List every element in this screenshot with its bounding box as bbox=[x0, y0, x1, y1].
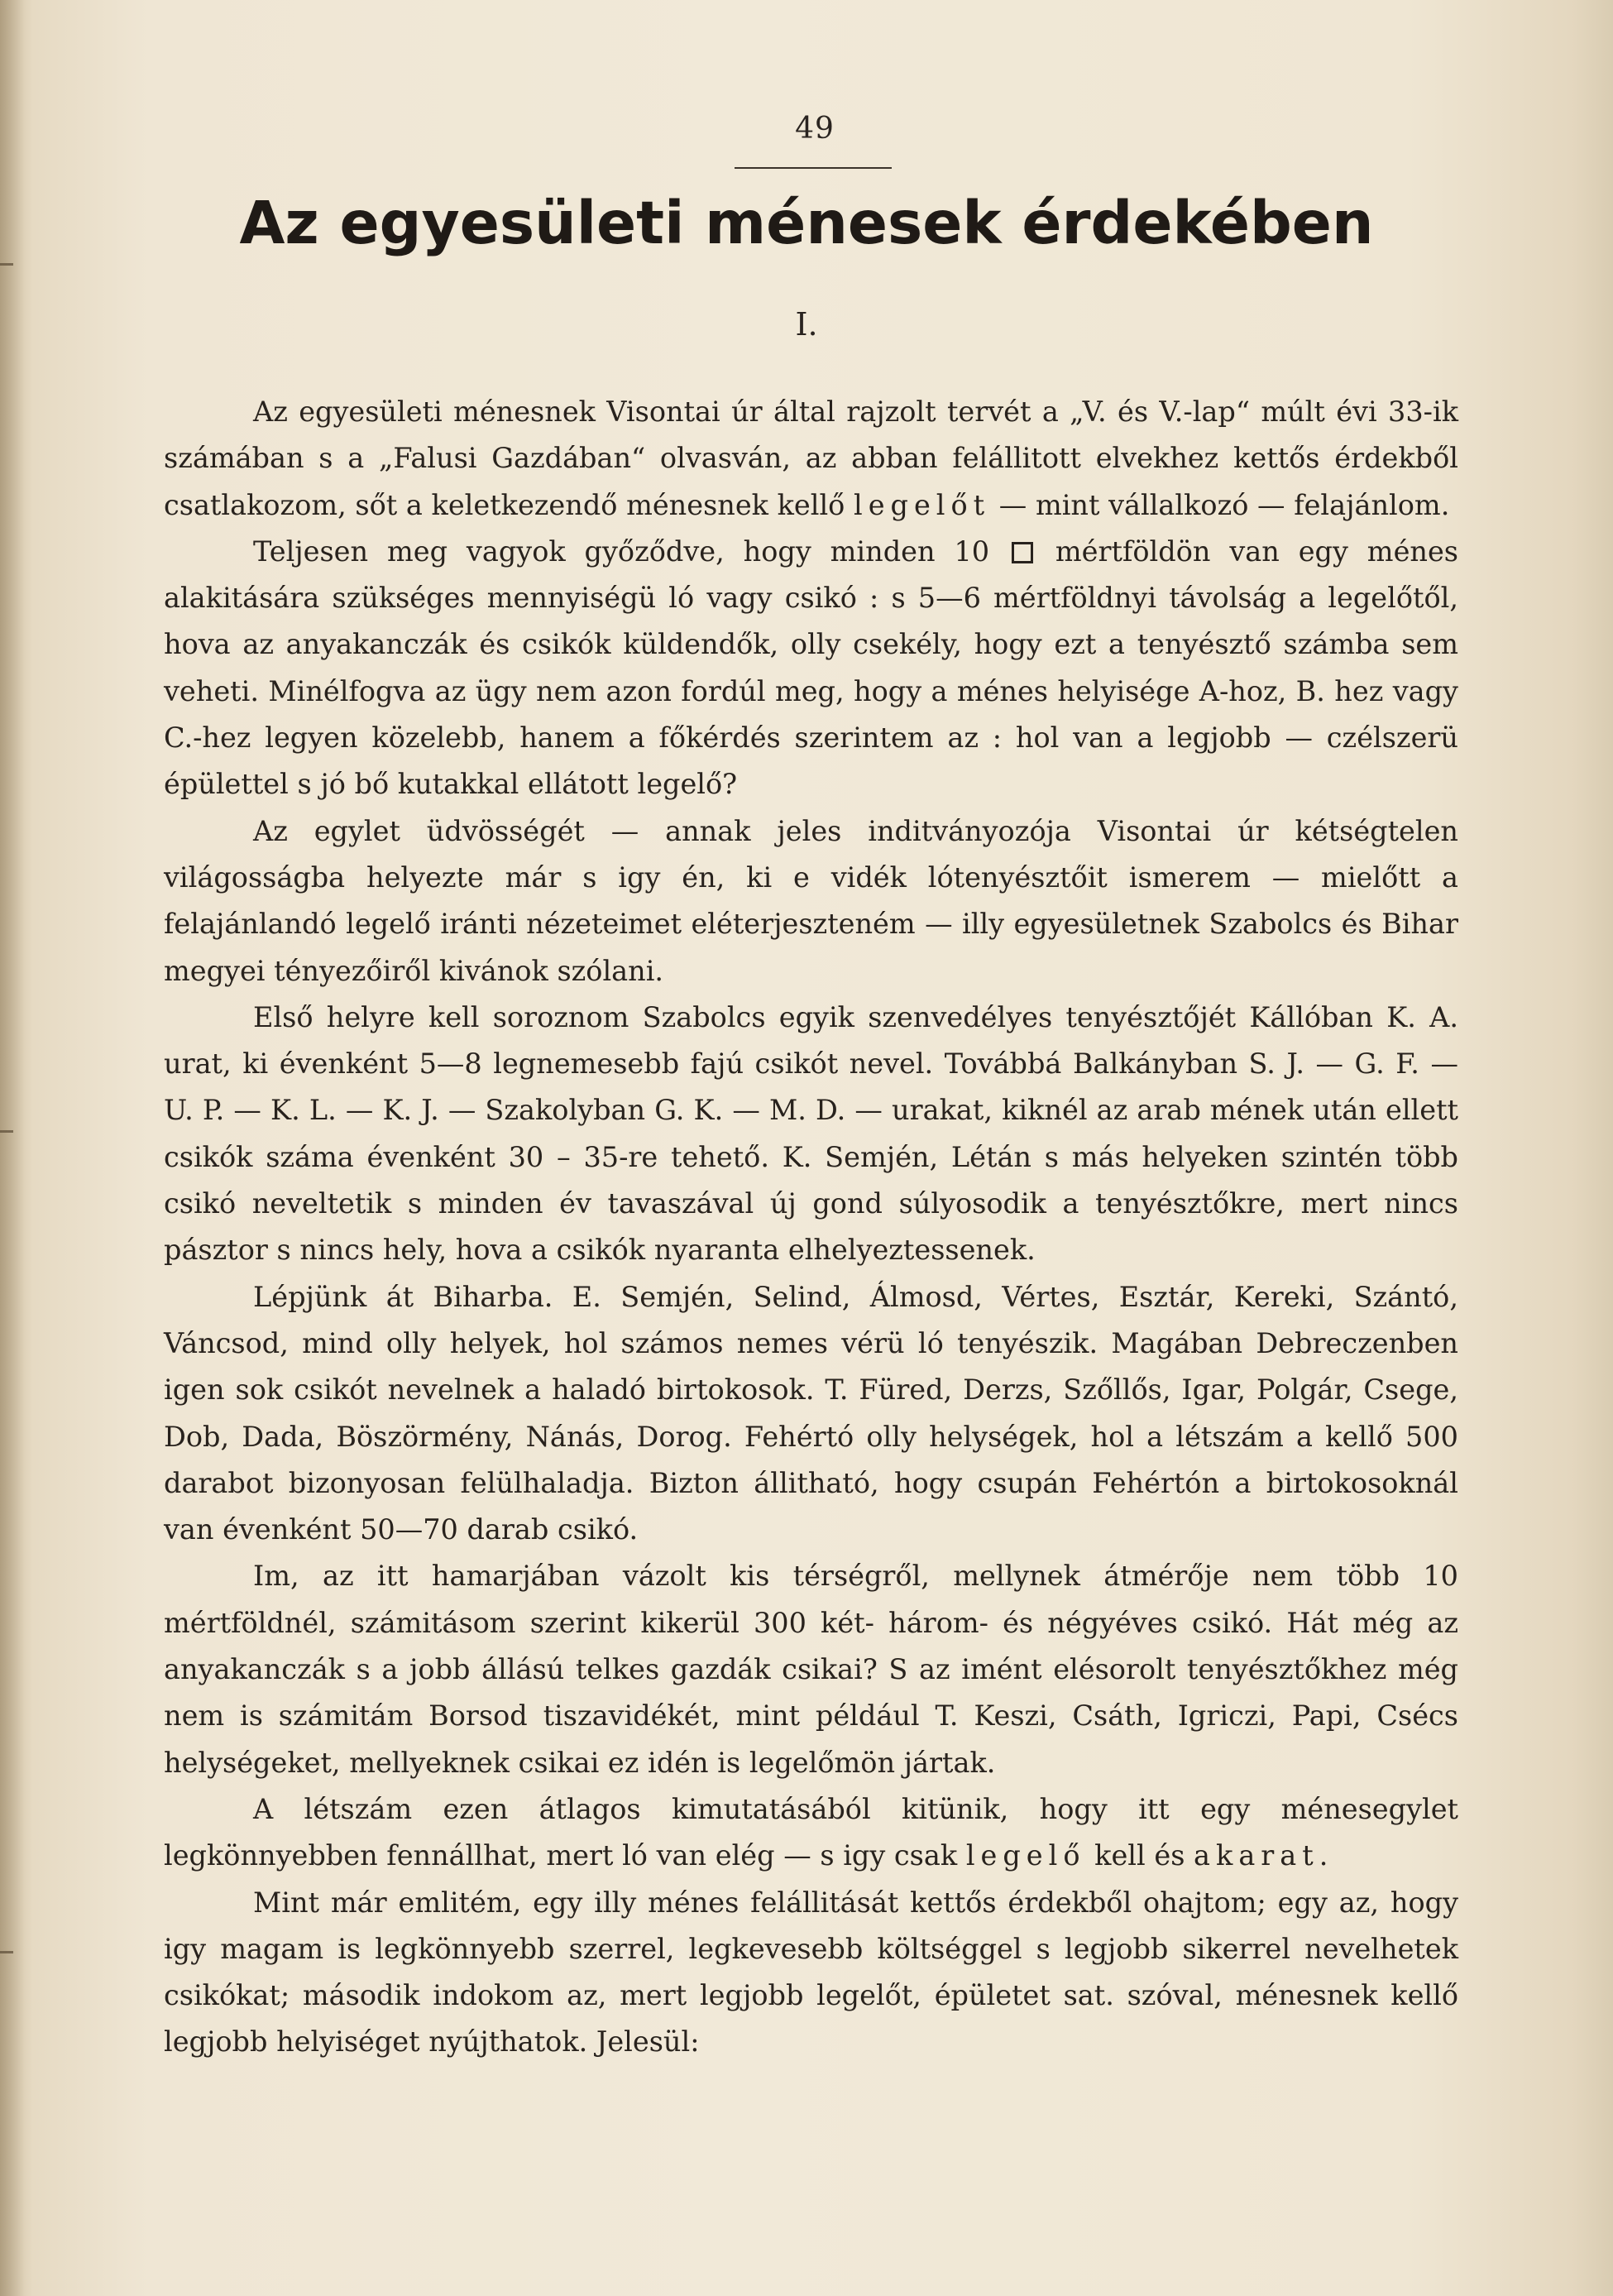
article-title: Az egyesületi ménesek érdekében bbox=[239, 189, 1374, 257]
article-body bbox=[164, 389, 1458, 2066]
paragraph-text: — mint vállalkozó — felajánlom. bbox=[990, 488, 1450, 521]
spaced-emphasis-text: legelőt bbox=[853, 488, 991, 521]
paragraph-text: Im, az itt hamarjában vázolt kis térségről, mellynek átmérője nem több 10 mértföldnél, számitásom szerint kikerül 300 két- három- és négyéves csikó. Hát még az anyakanczák s a jobb állású telkes gazdák csikai? S az imént elésorolt tenyésztőkhez még nem is számitám Borsod tiszavidékét, mint például T. Keszi, Csáth, Igriczi, Papi, Csécs helységeket, mellyeknek csikai ez idén is legelőmön jártak. bbox=[164, 1560, 1458, 1779]
paragraph bbox=[164, 808, 1458, 995]
paragraph bbox=[164, 1786, 1458, 1880]
margin-mark bbox=[0, 1951, 13, 1953]
header-rule bbox=[735, 167, 892, 169]
margin-mark bbox=[0, 1130, 13, 1133]
paragraph bbox=[164, 1880, 1458, 2066]
paragraph-text: . bbox=[1319, 1839, 1328, 1872]
square-mile-symbol-icon bbox=[1012, 542, 1033, 563]
paragraph-text: Mint már emlitém, egy illy ménes felállitását kettős érdekből ohajtom; egy az, hogy igy magam is legkönnyebb szerrel, legkevesebb költséggel s legjobb sikerrel nevelhetek csikókat; második indokom az, mert legjobb legelőt, épületet sat. szóval, ménesnek kellő legjobb helyiséget nyújthatok. Jelesül: bbox=[164, 1886, 1458, 2059]
paragraph bbox=[164, 1553, 1458, 1786]
paragraph bbox=[164, 1274, 1458, 1554]
paragraph bbox=[164, 529, 1458, 808]
paragraph bbox=[164, 389, 1458, 529]
paragraph bbox=[164, 995, 1458, 1274]
paragraph-text: Az egyesületi ménesnek Visontai úr által rajzolt tervét a „V. és V.-lap“ múlt évi 33-ik számában s a „Falusi Gazdában“ olvasván, az abban felállitott elvekhez kettős érdekből csatlakozom, sőt a keletkezendő ménesnek kellő bbox=[164, 395, 1458, 521]
paragraph-text: Az egylet üdvösségét — annak jeles inditványozója Visontai úr kétségtelen világosságba helyezte már s igy én, ki e vidék lótenyésztőit ismerem — mielőtt a felajánlandó legelő iránti nézeteimet eléterjeszteném — illy egyesületnek Szabolcs és Bihar megyei tényezőiről kivánok szólani. bbox=[164, 814, 1458, 987]
page-number: 49 bbox=[795, 112, 835, 146]
paragraph-text: Első helyre kell soroznom Szabolcs egyik szenvedélyes tenyésztőjét Kállóban K. A. urat, ki évenként 5—8 legnemesebb fajú csikót nevel. Továbbá Balkányban S. J. — G. F. — U. P. — K. L. — K. J. — Szakolyban G. K. — M. D. — urakat, kiknél az arab mének után ellett csikók száma évenként 30 – 35-re tehető. K. Semjén, Létán s más helyeken szintén több csikó neveltetik s minden év tavaszával új gond súlyosodik a tenyésztőkre, mert nincs pásztor s nincs hely, hova a csikók nyaranta elhelyeztessenek. bbox=[164, 1000, 1458, 1267]
paragraph-text: Lépjünk át Biharba. E. Semjén, Selind, Álmosd, Vértes, Esztár, Kereki, Szántó, Váncsod, mind olly helyek, hol számos nemes vérü ló tenyészik. Magában Debreczenben igen sok csikót nevelnek a haladó birtokosok. T. Füred, Derzs, Szőllős, Igar, Polgár, Csege, Dob, Dada, Böszörmény, Nánás, Dorog. Fehértó olly helységek, hol a létszám a kellő 500 darabot bizonyosan felülhaladja. Bizton állitható, hogy csupán Fehértón a birtokosoknál van évenként 50—70 darab csikó. bbox=[164, 1280, 1458, 1546]
spaced-emphasis-text: legelő bbox=[965, 1839, 1086, 1872]
margin-mark bbox=[0, 263, 13, 266]
spaced-emphasis-text: akarat bbox=[1194, 1839, 1319, 1872]
paragraph-text: A létszám ezen átlagos kimutatásából kitünik, hogy itt egy ménesegylet legkönnyebben fennállhat, mert ló van elég — s igy csak bbox=[164, 1792, 1458, 1872]
paragraph-text: Teljesen meg vagyok győződve, hogy minden 10 bbox=[253, 534, 1008, 568]
section-number: I. bbox=[795, 306, 818, 343]
paragraph-text: kell és bbox=[1085, 1839, 1194, 1872]
paragraph-text: mértföldön van egy ménes alakitására szükséges mennyiségü ló vagy csikó : s 5—6 mértföldnyi távolság a legelőtől, hova az anyakanczák és csikók küldendők, olly csekély, hogy ezt a tenyésztő számba sem veheti. Minélfogva az ügy nem azon fordúl meg, hogy a ménes helyisége A-hoz, B. hez vagy C.-hez legyen közelebb, hanem a főkérdés szerintem az : hol van a legjobb — czélszerü épülettel s jó bő kutakkal ellátott legelő? bbox=[164, 534, 1458, 801]
